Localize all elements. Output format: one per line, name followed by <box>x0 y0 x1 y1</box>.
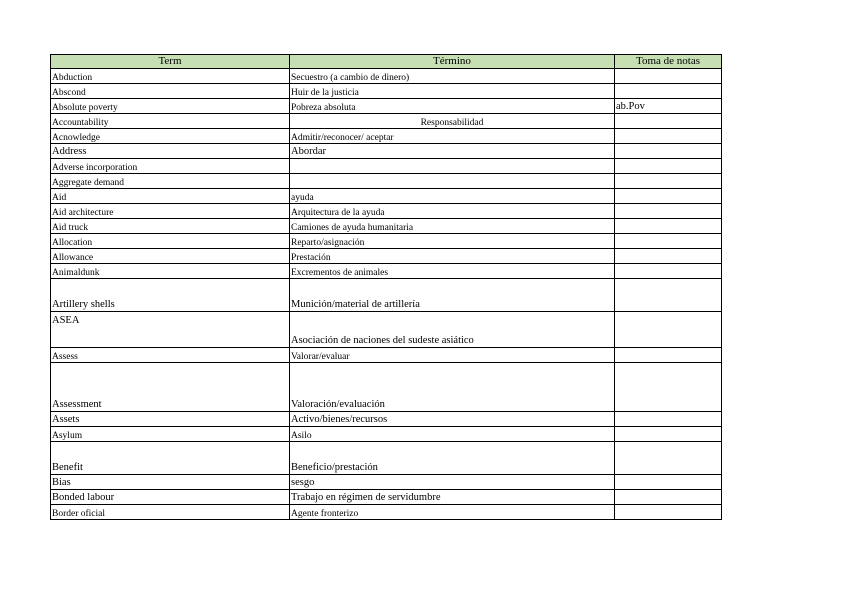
table-row <box>51 363 722 412</box>
termino-cell[interactable]: Secuestro (a cambio de dinero) <box>290 69 615 84</box>
notes-cell[interactable] <box>615 159 722 174</box>
term-cell[interactable]: Allocation <box>51 234 290 249</box>
notes-cell[interactable] <box>615 129 722 144</box>
notes-cell[interactable] <box>615 363 722 412</box>
header-termino: Término <box>290 55 615 69</box>
termino-cell[interactable]: Trabajo en régimen de servidumbre <box>290 490 615 505</box>
termino-cell[interactable]: Abordar <box>290 144 615 159</box>
table-row <box>51 219 722 234</box>
header-notes: Toma de notas <box>615 55 722 69</box>
table-row <box>51 490 722 505</box>
term-cell[interactable]: Benefit <box>51 442 290 475</box>
term-cell[interactable]: Assets <box>51 412 290 427</box>
termino-cell[interactable]: sesgo <box>290 475 615 490</box>
notes-cell[interactable] <box>615 204 722 219</box>
termino-cell[interactable]: Excrementos de animales <box>290 264 615 279</box>
notes-cell[interactable] <box>615 427 722 442</box>
table-row <box>51 427 722 442</box>
termino-cell[interactable]: Munición/material de artillería <box>290 279 615 312</box>
notes-cell[interactable] <box>615 264 722 279</box>
notes-cell[interactable] <box>615 114 722 129</box>
termino-cell[interactable]: Valoración/evaluación <box>290 363 615 412</box>
notes-cell[interactable] <box>615 490 722 505</box>
term-cell[interactable]: Abduction <box>51 69 290 84</box>
table-row <box>51 189 722 204</box>
termino-cell[interactable]: Valorar/evaluar <box>290 348 615 363</box>
notes-cell[interactable] <box>615 174 722 189</box>
header-term: Term <box>51 55 290 69</box>
termino-cell[interactable]: Camiones de ayuda humanitaria <box>290 219 615 234</box>
notes-cell[interactable]: ab.Pov <box>615 99 722 114</box>
header-row <box>51 55 722 69</box>
termino-cell[interactable]: ayuda <box>290 189 615 204</box>
termino-cell[interactable]: Reparto/asignación <box>290 234 615 249</box>
table-row <box>51 114 722 129</box>
notes-cell[interactable] <box>615 348 722 363</box>
term-cell[interactable]: Assess <box>51 348 290 363</box>
termino-cell[interactable]: Prestación <box>290 249 615 264</box>
term-cell[interactable]: Border oficial <box>51 505 290 520</box>
table-row <box>51 475 722 490</box>
term-cell[interactable]: Assessment <box>51 363 290 412</box>
termino-cell[interactable]: Agente fronterizo <box>290 505 615 520</box>
term-cell[interactable]: Animaldunk <box>51 264 290 279</box>
term-cell[interactable]: Bonded labour <box>51 490 290 505</box>
notes-cell[interactable] <box>615 234 722 249</box>
notes-cell[interactable] <box>615 279 722 312</box>
table-row <box>51 279 722 312</box>
table-row <box>51 174 722 189</box>
termino-cell[interactable]: Beneficio/prestación <box>290 442 615 475</box>
notes-cell[interactable] <box>615 475 722 490</box>
table-row <box>51 249 722 264</box>
term-cell[interactable]: Asylum <box>51 427 290 442</box>
term-cell[interactable]: Aid architecture <box>51 204 290 219</box>
termino-cell[interactable]: Asilo <box>290 427 615 442</box>
term-cell[interactable]: Bias <box>51 475 290 490</box>
notes-cell[interactable] <box>615 69 722 84</box>
term-cell[interactable]: Adverse incorporation <box>51 159 290 174</box>
table-row <box>51 69 722 84</box>
notes-cell[interactable] <box>615 312 722 348</box>
term-cell[interactable]: Accountability <box>51 114 290 129</box>
term-cell[interactable]: Aggregate demand <box>51 174 290 189</box>
table-row <box>51 505 722 520</box>
termino-cell[interactable]: Admitir/reconocer/ aceptar <box>290 129 615 144</box>
termino-cell[interactable]: Activo/bienes/recursos <box>290 412 615 427</box>
table-row <box>51 234 722 249</box>
termino-cell[interactable] <box>290 159 615 174</box>
notes-cell[interactable] <box>615 249 722 264</box>
notes-cell[interactable] <box>615 412 722 427</box>
table-row <box>51 144 722 159</box>
term-cell[interactable]: Allowance <box>51 249 290 264</box>
term-cell[interactable]: Absolute poverty <box>51 99 290 114</box>
notes-cell[interactable] <box>615 84 722 99</box>
termino-cell[interactable]: Arquitectura de la ayuda <box>290 204 615 219</box>
table-row <box>51 159 722 174</box>
table-row <box>51 84 722 99</box>
termino-cell[interactable]: Pobreza absoluta <box>290 99 615 114</box>
table-row <box>51 442 722 475</box>
table-row <box>51 204 722 219</box>
table-row <box>51 348 722 363</box>
table-row <box>51 412 722 427</box>
table-row <box>51 99 722 114</box>
termino-cell[interactable]: Huir de la justicia <box>290 84 615 99</box>
termino-cell[interactable]: Asociación de naciones del sudeste asiático <box>290 312 615 348</box>
term-cell[interactable]: Aid truck <box>51 219 290 234</box>
term-cell[interactable]: ASEA <box>51 312 290 348</box>
termino-cell[interactable] <box>290 174 615 189</box>
table-row <box>51 129 722 144</box>
table-row <box>51 264 722 279</box>
term-cell[interactable]: Address <box>51 144 290 159</box>
notes-cell[interactable] <box>615 442 722 475</box>
notes-cell[interactable] <box>615 505 722 520</box>
notes-cell[interactable] <box>615 219 722 234</box>
table-row <box>51 312 722 348</box>
term-cell[interactable]: Aid <box>51 189 290 204</box>
term-cell[interactable]: Artillery shells <box>51 279 290 312</box>
notes-cell[interactable] <box>615 144 722 159</box>
glossary-table <box>50 54 722 520</box>
termino-cell[interactable]: Responsabilidad <box>290 114 615 129</box>
term-cell[interactable]: Acnowledge <box>51 129 290 144</box>
notes-cell[interactable] <box>615 189 722 204</box>
term-cell[interactable]: Abscond <box>51 84 290 99</box>
